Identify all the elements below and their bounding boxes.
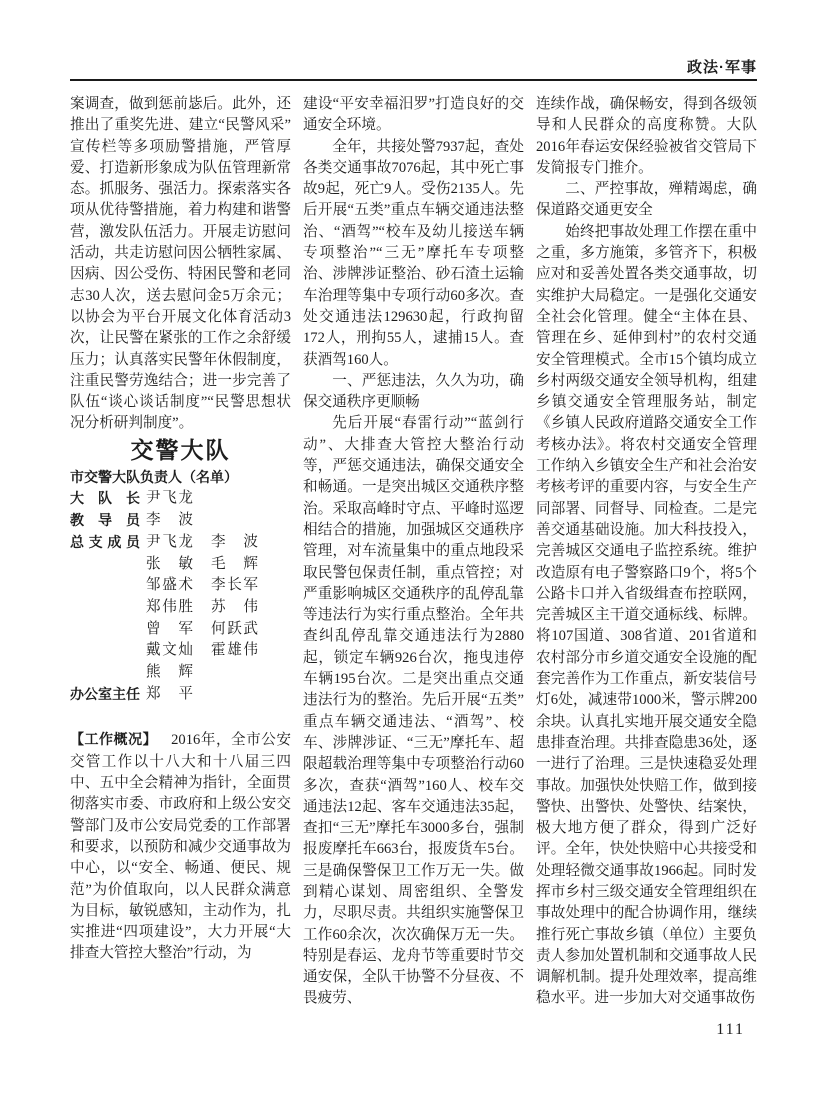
header-rule-divider [70, 79, 757, 81]
subheading: 一、严惩违法，久久为功，确保交通秩序更顺畅 [303, 372, 524, 411]
roster-row [70, 510, 291, 532]
roster-role [70, 619, 140, 641]
roster-heading: 市交警大队负责人（名单） [70, 468, 238, 485]
column-3 [536, 94, 757, 1010]
roster-name: 熊辉 [146, 664, 193, 681]
roster-name: 霍雄伟 [211, 642, 258, 659]
roster-row [70, 532, 291, 554]
roster-role [70, 662, 140, 684]
overview-text: 2016年，全市公安交管工作以十八大和十八届三四中、五中全会精神为指针，全面贯彻落实市委、市政府和上级公安交警部门及市公安局党委的工作部署和要求，以预防和减少交通事故为中心，以“安全、畅通、便民、规范”为价值取向，以人民群众满意为目标，敏锐感知，主动作为，扎实推进“四项建设”，大力开展“大排查大管控大整治”行动，为 [70, 732, 291, 962]
roster-row [70, 662, 291, 684]
roster-name [211, 684, 258, 706]
roster-name: 尹飞龙 [146, 533, 193, 550]
page-number: 111 [716, 1021, 745, 1038]
body-paragraph: 先后开展“春雷行动”“蓝剑行动”、大排查大管控大整治行动等，严惩交通违法，确保交通安全和畅通。一是突出城区交通秩序整治。采取高峰时守点、平峰时巡逻相结合的措施，加强城区交通秩序管理，对车流量集中的重点地段采取民警包保责任制，重点管控；对严重影响城区交通秩序的乱停乱靠等违法行为实行重点整治。全年共查纠乱停乱靠交通违法行为2880起，锁定车辆926台次，拖曳违停车辆195台次。二是突出重点交通违法行为的整治。先后开展“五类”重点车辆交通违法、“酒驾”、校车、涉牌涉证、“三无”摩托车、超限超载治理等集中专项整治行动60多次，查获“酒驾”160人、校车交通违法12起、客车交通违法35起，查扣“三无”摩托车3000多台，强制报废摩托车663台，报废货车5台。三是确保警保卫工作万无一失。做到精心谋划、周密组织、全警发力，尽职尽责。共组织实施警保卫工作60余次，次次确保万无一失。特别是春运、龙舟节等重要时节交通安保，全队干协警不分昼夜、不畏疲劳、 [303, 415, 524, 1007]
roster-name: 邹盛术 [146, 577, 193, 594]
roster-role [70, 640, 140, 662]
body-paragraph: 建设“平安幸福汨罗”打造良好的交通安全环境。 [303, 96, 524, 134]
running-head: 政法·军事 [687, 59, 757, 76]
column-2 [303, 94, 524, 1010]
roster-name: 苏伟 [211, 598, 258, 615]
body-paragraph: 全年，共接处警7937起，查处各类交通事故7076起，其中死亡事故9起，死亡9人。受伤2135人。先后开展“五类”重点车辆交通违法整治、“酒驾”“校车及幼儿接送车辆专项整治”“三无”摩托车专项整治、涉牌涉证整治、砂石渣土运输车治理等集中专项行动60多次。查处交通违法129630起，行政拘留172人，刑拘55人，逮捕15人。查获酒驾160人。 [303, 138, 524, 368]
roster-name: 尹飞龙 [146, 490, 193, 507]
roster [70, 467, 291, 706]
roster-name: 何跃武 [211, 620, 258, 637]
text-columns [70, 94, 757, 1010]
roster-name: 张敏 [146, 555, 193, 572]
roster-role: 办公室主任 [70, 685, 140, 702]
roster-row [70, 640, 291, 662]
overview-label: 【工作概况】 [70, 731, 158, 748]
overview-paragraph [70, 729, 291, 964]
roster-row [70, 488, 291, 510]
roster-name: 李波 [146, 512, 193, 529]
roster-name [211, 488, 258, 510]
roster-row [70, 597, 291, 619]
body-paragraph: 案调查，做到惩前毖后。此外，还推出了重奖先进、建立“民警风采”宣传栏等多项励警措施，严管厚爱、打造新形象成为队伍管理新常态。抓服务、强活力。探索落实各项从优待警措施，着力构建和谐警营，激发队伍活力。开展走访慰问活动，共走访慰问因公牺牲家属、因病、因公受伤、特困民警和老同志30人次，送去慰问金5万余元；以协会为平台开展文化体育活动3次，让民警在紧张的工作之余舒缓压力；认真落实民警年休假制度，注重民警劳逸结合；进一步完善了队伍“谈心谈话制度”“民警思想状况分析研判制度”。 [70, 96, 291, 432]
roster-name: 李波 [211, 533, 258, 550]
roster-name: 毛辉 [211, 555, 258, 572]
roster-role [70, 554, 140, 576]
roster-row [70, 619, 291, 641]
body-paragraph: 连续作战，确保畅安，得到各级领导和人民群众的高度称赞。大队2016年春运安保经验被省交管局下发简报专门推介。 [536, 96, 757, 176]
roster-role: 教导员 [70, 512, 140, 529]
body-paragraph: 始终把事故处理工作摆在重中之重，多方施策，多管齐下，积极应对和妥善处置各类交通事故，切实维护大局稳定。一是强化交通安全社会化管理。健全“主体在县、管理在乡、延伸到村”的农村交通安全管理模式。全市15个镇均成立乡村两级交通安全领导机构，组建乡镇交通安全管理服务站，制定《乡镇人民政府道路交通安全工作考核办法》。将农村交通安全管理工作纳入乡镇安全生产和社会治安考核考评的重要内容，与安全生产同部署、同督导、同检查。二是完善交通基础设施。加大科技投入，完善城区交通电子监控系统。维护改造原有电子警察路口9个，将5个公路卡口并入省级缉查布控联网，完善城区主干道交通标线、标牌。将107国道、308省道、201省道和农村部分市乡道交通安全设施的配套完善作为工作重点，新安装信号灯6处，减速带1000米，警示牌200余块。认真扎实地开展交通安全隐患排查治理。共排查隐患36处，逐一进行了治理。三是快速稳妥处理事故。加强快处快赔工作，做到接警快、出警快、处警快、结案快，极大地方便了群众，得到广泛好评。全年，快处快赔中心共接受和处理轻微交通事故1966起。同时发挥市乡村三级交通安全管理组织在事故处理中的配合协调作用，继续推行死亡事故乡镇（单位）主要负责人参加处置机制和交通事故人民调解机制。提升处理效率，提高维稳水平。进一步加大对交通事故伤 [536, 223, 757, 1007]
section-title: 交警大队 [130, 437, 231, 463]
roster-name: 戴文灿 [146, 642, 193, 659]
roster-name: 曾军 [146, 620, 193, 637]
roster-row [70, 554, 291, 576]
roster-name [211, 510, 258, 532]
roster-row [70, 684, 291, 706]
roster-name: 郑平 [146, 685, 193, 702]
subheading: 二、严控事故，殚精竭虑，确保道路交通更安全 [536, 181, 757, 219]
roster-name [211, 662, 258, 684]
roster-role: 大队长 [70, 490, 140, 507]
roster-row [70, 575, 291, 597]
roster-role: 总支成员 [70, 533, 140, 550]
column-1 [70, 94, 291, 1010]
roster-name: 李长军 [211, 577, 258, 594]
roster-role [70, 575, 140, 597]
roster-name: 郑伟胜 [146, 598, 193, 615]
roster-role [70, 597, 140, 619]
